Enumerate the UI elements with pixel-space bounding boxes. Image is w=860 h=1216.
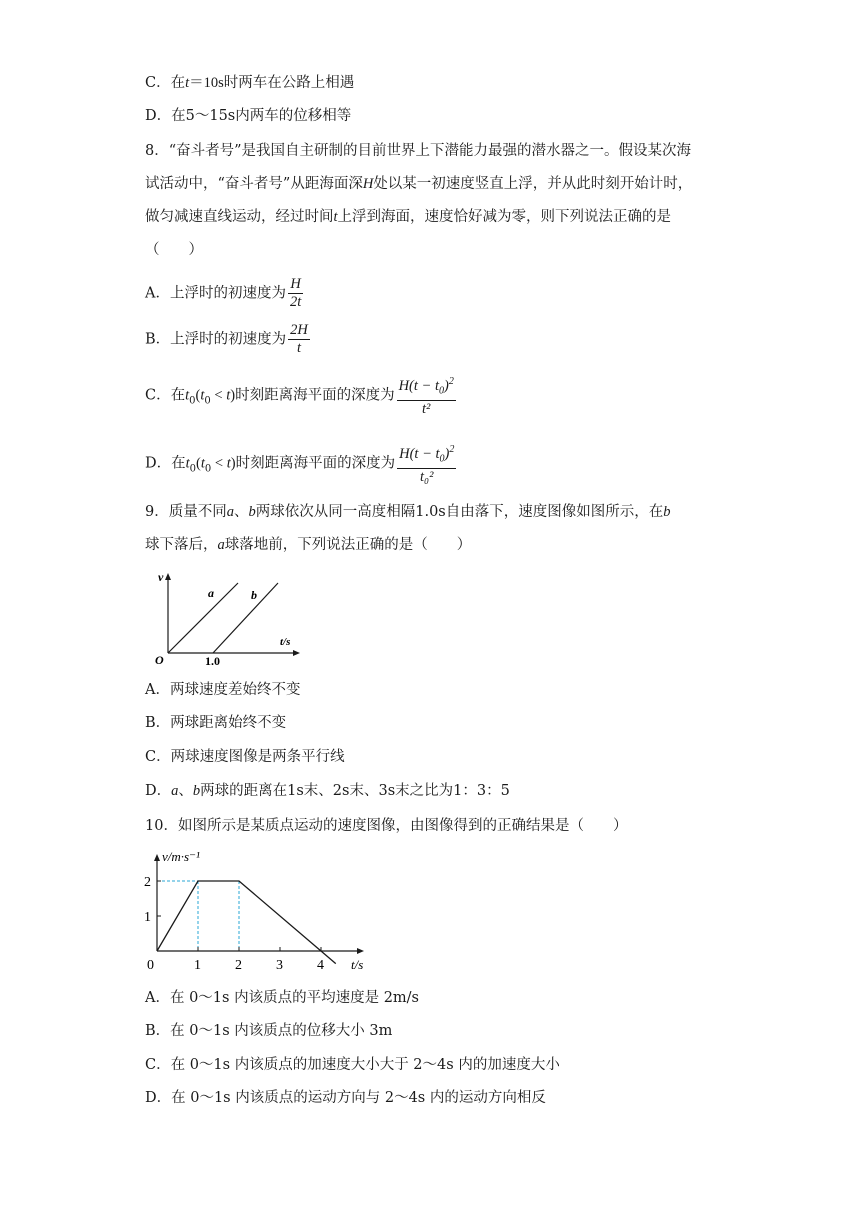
q9-stem-line2: 球下落后，a球落地前，下列说法正确的是（ ）	[145, 537, 472, 553]
q8-option-a: A．上浮时的初速度为 $\frac{H}{2t}$	[145, 276, 302, 310]
q10-y-tick-label: 2	[144, 875, 151, 890]
q9-velocity-graph	[150, 567, 310, 672]
q9-x-arrow	[293, 650, 300, 656]
q10-y-tick-label: 1	[144, 910, 151, 925]
q8-option-b: B．上浮时的初速度为 $\frac{2H}{t}$	[145, 322, 308, 356]
q10-x-label: t/s	[351, 957, 364, 972]
q10-x-tick-label: 1	[194, 958, 201, 973]
q7-option-c: C．在t＝10s时两车在公路上相遇	[145, 75, 355, 91]
q8-a-fraction: $\frac{H}{2t}$	[289, 276, 302, 310]
q8-c-fraction: $\frac{H(t - t_0)^2}{\text{t²}}$	[397, 373, 456, 418]
q10-option-d: D．在 0～1s 内该质点的运动方向与 2～4s 内的运动方向相反	[145, 1090, 546, 1106]
q10-x-tick-label: 2	[235, 958, 242, 973]
q8-stem-line2: 试活动中，“奋斗者号”从距海面深H处以某一初速度竖直上浮，并从此时刻开始计时，	[145, 176, 693, 192]
q10-y-arrow	[154, 854, 160, 861]
q10-x-arrow	[357, 948, 364, 954]
q9-line-b	[213, 583, 278, 653]
q9-option-b: B．两球距离始终不变	[145, 715, 287, 731]
q8-d-fraction: $\frac{H(t - t_0)^2}{\text{t₀²}}$	[397, 441, 456, 486]
q8-stem-line3: 做匀减速直线运动，经过时间t上浮到海面，速度恰好减为零，则下列说法正确的是	[145, 209, 672, 225]
q9-tick-label: 1.0	[205, 654, 220, 668]
q8-option-d: D．在$t_0(t_0 < t)$时刻距离海平面的深度为 $\frac{H(t - t_0)^2}{\text{t₀²}}$	[145, 441, 458, 486]
q8-stem-line1: 8．“奋斗者号”是我国自主研制的目前世界上下潜能力最强的潜水器之一。假设某次海	[145, 143, 692, 159]
q10-option-b: B．在 0～1s 内该质点的位移大小 3m	[145, 1023, 393, 1039]
q10-stem: 10．如图所示是某质点运动的速度图像，由图像得到的正确结果是（ ）	[145, 818, 628, 834]
q10-option-c: C．在 0～1s 内该质点的加速度大小大于 2～4s 内的加速度大小	[145, 1057, 560, 1073]
q10-x-tick-label: 3	[276, 958, 283, 973]
q9-label-a: a	[208, 586, 214, 600]
q9-line-a	[168, 583, 238, 653]
q8-option-c: C．在$t_0(t_0 < t)$时刻距离海平面的深度为 $\frac{H(t - t_0)^2}{\text{t²}}$	[145, 373, 458, 418]
q10-option-a: A．在 0～1s 内该质点的平均速度是 2m/s	[145, 990, 419, 1006]
q10-velocity-graph	[140, 845, 380, 975]
q9-label-b: b	[251, 588, 257, 602]
q7-option-d: D．在5～15s内两车的位移相等	[145, 108, 352, 124]
q9-option-c: C．两球速度图像是两条平行线	[145, 749, 345, 765]
q9-stem-line1: 9．质量不同a、b两球依次从同一高度相隔1.0s自由落下，速度图像如图所示，在b	[145, 504, 671, 520]
q10-x-tick-label: 0	[147, 958, 154, 973]
q9-y-arrow	[165, 573, 171, 580]
q9-option-d: D．a、b两球的距离在1s末、2s末、3s末之比为1：3：5	[145, 783, 510, 799]
q10-y-label: v/m·s⁻¹	[162, 849, 200, 864]
q9-option-a: A．两球速度差始终不变	[145, 682, 301, 698]
q9-origin-label: O	[155, 653, 164, 667]
q9-y-label: v	[158, 570, 164, 584]
q9-x-label: t/s	[280, 636, 291, 648]
q10-x-tick-label: 4	[317, 958, 324, 973]
q8-b-fraction: $\frac{2H}{t}$	[290, 322, 308, 356]
q8-answer-bracket: （ ）	[145, 242, 203, 258]
